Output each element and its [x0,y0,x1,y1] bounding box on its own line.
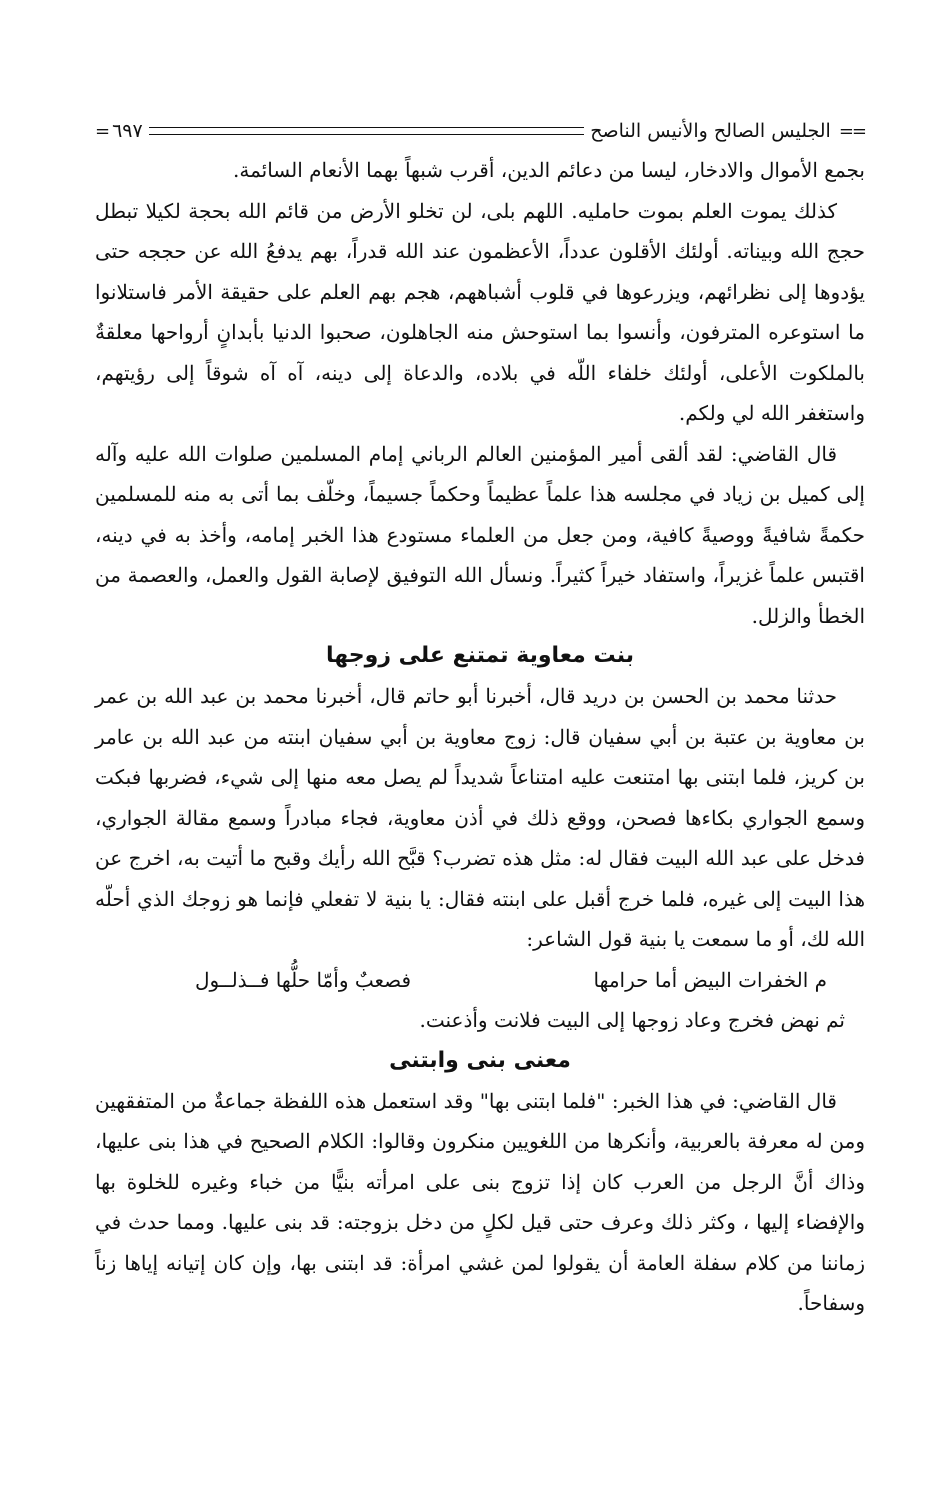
paragraph-knowledge: كذلك يموت العلم بموت حامليه. اللهم بلى، لن تخلو الأرض من قائم الله بحجة لكيلا تبطل حجج الله وبيناته. أولئك الأقلون عدداً، الأعظمون عند الله قدراً، بهم يدفعُ الله عن حججه حتى يؤدوها إلى نظرائهم، ويزرعوها في قلوب أشباههم، هجم بهم العلم على حقيقة الأمر فاستلانوا ما استوعره المترفون، وأنسوا بما استوحش منه الجاهلون، صحبوا الدنيا بأبدانٍ أرواحها معلقةٌ بالملكوت الأعلى، أولئك خلفاء اللّه في بلاده، والدعاة إلى دينه، آه آه شوقاً إلى رؤيتهم، واستغفر الله لي ولكم. [95,198,865,425]
book-page [95,112,865,1324]
section-heading: بنت معاوية تمتنع على زوجها [326,643,634,668]
header-ornament-left: = [95,120,109,142]
paragraph-continuation: بجمع الأموال والادخار، ليسا من دعائم الدين، أقرب شبهاً بهما الأنعام السائمة. [233,158,865,182]
header-rule [149,127,585,135]
verse-second-hemistich: فصعبٌ وأمّا حلُّها فــذلــول [195,967,412,992]
section-heading-2: معنى بنى وابتنى [389,1047,571,1073]
header-ornament-right: == [838,120,865,142]
page-header [95,112,865,150]
paragraph-story: حدثنا محمد بن الحسن بن دريد قال، أخبرنا أبو حاتم قال، أخبرنا محمد بن عبد الله بن عمر بن معاوية بن عتبة بن أبي سفيان قال: زوج معاوية بن أبي سفيان ابنته من عبد الله بن عامر بن كريز، فلما ابتنى بها امتنعت عليه امتناعاً شديداً لم يصل معه منها إلى شيء، فضربها فبكت وسمع الجواري بكاءها فصحن، ووقع ذلك في أذن معاوية، فجاء مبادراً وسمع مقالة الجواري، فدخل على عبد الله البيت فقال له: مثل هذه تضرب؟ قبَّح الله رأيك وقبح ما أتيت به، اخرج عن هذا البيت إلى غيره، فلما خرج أقبل على ابنته فقال: يا بنية لا تفعلي فإنما هو زوجك الذي أحلّه الله لك، أو ما سمعت يا بنية قول الشاعر: [95,684,865,951]
paragraph-qadi-comment: قال القاضي: لقد ألقى أمير المؤمنين العالم الرباني إمام المسلمين صلوات الله عليه وآله إلى كميل بن زياد في مجلسه هذا علماً عظيماً وحكماً جسيماً، وخلّف بما أتى به منه للمسلمين حكمةً شافيةً ووصيةً كافية، ومن جعل من العلماء مستودع هذا الخبر إمامه، وأخذ به في دينه، اقتبس علماً غزيراً، واستفاد خيراً كثيراً. ونسأل الله التوفيق لإصابة القول والعمل، والعصمة من الخطأ والزلل. [95,441,865,628]
verse-first-hemistich: م الخفرات البيض أما حرامها [593,967,827,992]
page-number: ٦٩٧ [112,120,143,142]
paragraph-final: قال القاضي: في هذا الخبر: "فلما ابتنى بها" وقد استعمل هذه اللفظة جماعةٌ من المتفقهين ومن له معرفة بالعربية، وأنكرها من اللغويين منكرون وقالوا: الكلام الصحيح في هذا بنى عليها، وذاك أنَّ الرجل من العرب كان إذا تزوج بنى على امرأته بنيًّا من خباء وغيره للخلوة بها والإفضاء إليها ، وكثر ذلك وعرف حتى قيل لكلٍ من دخل بزوجته: قد بنى عليها. ومما حدث في زماننا من كلام سفلة العامة أن يقولوا لمن غشي امرأة: قد ابتنى بها، وإن كان إتيانه إياها زناً وسفاحاً. [95,1088,865,1315]
poem-verse [95,960,865,1001]
paragraph-after-verse: ثم نهض فخرج وعاد زوجها إلى البيت فلانت وأذعنت. [419,1008,845,1032]
header-title: الجليس الصالح والأنيس الناصح [590,120,831,142]
